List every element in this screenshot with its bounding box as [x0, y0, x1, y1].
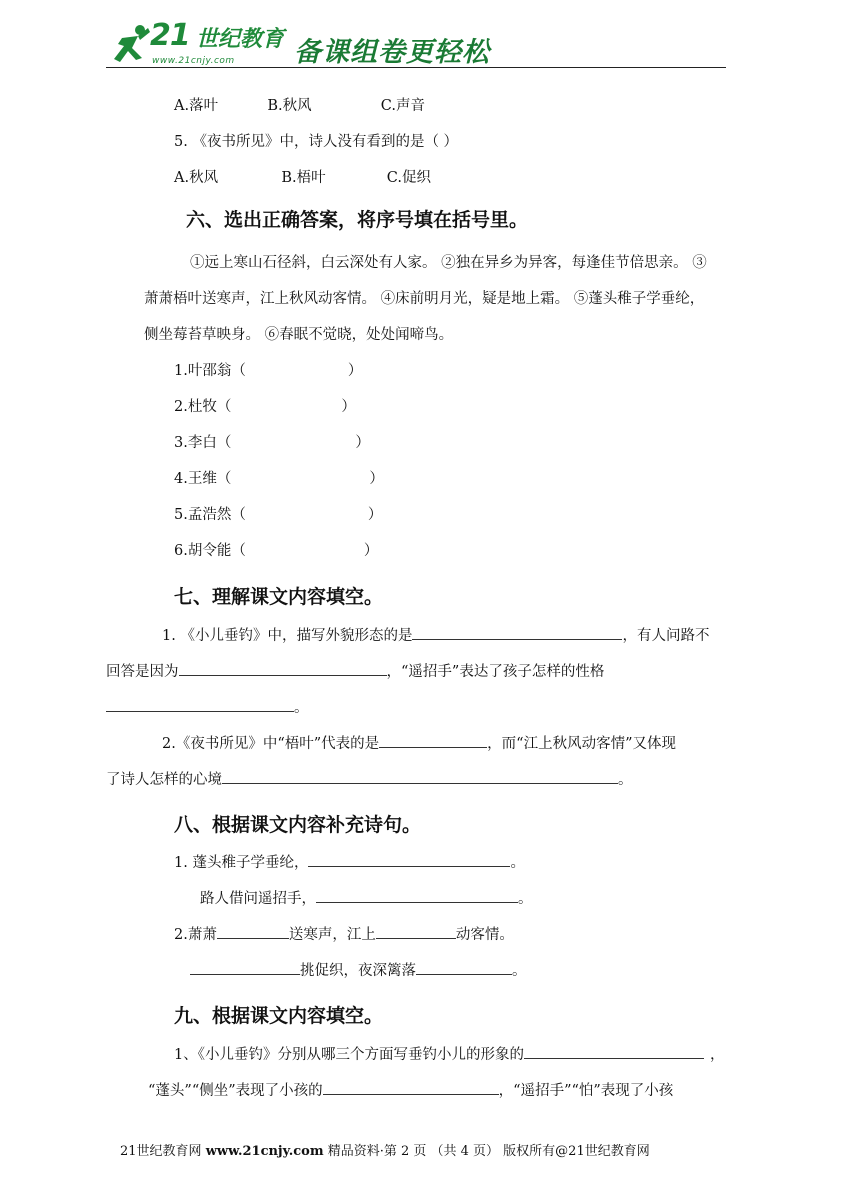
section-6-passage-line: 萧萧梧叶送寒声，江上秋风动客情。 ④床前明月光，疑是地上霜。 ⑤蓬头稚子学垂纶， [144, 291, 705, 307]
section-7-q1-line: 。 [106, 697, 309, 718]
section-6-passage-line: ①远上寒山石径斜，白云深处有人家。 ②独在异乡为异客，每逢佳节倍思亲。 ③ [190, 255, 707, 271]
answer-blank[interactable] [308, 852, 510, 867]
answer-blank[interactable] [179, 661, 387, 676]
section-7-q2-line: 了诗人怎样的心境 。 [106, 769, 633, 790]
section-8-line: 路人借问遥招手， 。 [200, 888, 533, 909]
section-8-title: 八、根据课文内容补充诗句。 [174, 814, 422, 836]
answer-blank[interactable] [323, 1080, 499, 1095]
option: A.落叶 [174, 98, 219, 114]
answer-item: 3.李白（ ） [174, 435, 370, 451]
section-9-line: “蓬头”“侧坐”表现了小孩的 ，“遥招手”“怕”表现了小孩 [148, 1080, 673, 1101]
footer-url[interactable]: www.21cnjy.com [205, 1144, 324, 1159]
logo-number: 21 [150, 18, 190, 53]
q5-options [174, 168, 431, 188]
option: B.秋风 [267, 98, 312, 114]
logo-url: www.21cnjy.com [152, 56, 235, 66]
answer-blank[interactable] [190, 960, 300, 975]
footer-info: 精品资料·第 2 页 （共 4 页） 版权所有@21世纪教育网 [327, 1144, 650, 1159]
q4-options [174, 96, 425, 116]
answer-blank[interactable] [217, 924, 289, 939]
page-footer [120, 1140, 650, 1159]
section-9-title: 九、根据课文内容填空。 [174, 1005, 384, 1027]
answer-blank[interactable] [222, 769, 618, 784]
logo-text: 世纪教育 [196, 27, 285, 52]
section-6-title: 六、选出正确答案，将序号填在括号里。 [186, 209, 529, 231]
section-8-line: 1. 蓬头稚子学垂纶， 。 [174, 852, 525, 873]
answer-item: 1.叶邵翁（ ） [174, 363, 363, 379]
footer-site: 21世纪教育网 [120, 1144, 202, 1159]
section-7-q1-line: 1. 《小儿垂钓》中，描写外貌形态的是 ，有人问路不 [162, 625, 709, 646]
section-7-q2-line: 2.《夜书所见》中“梧叶”代表的是 ，而“江上秋风动客情”又体现 [162, 733, 676, 754]
answer-blank[interactable] [412, 625, 622, 640]
section-8-line: 挑促织，夜深篱落 。 [190, 960, 527, 981]
option: A.秋风 [174, 170, 219, 186]
runner-logo-icon [112, 24, 152, 66]
option: C.声音 [380, 98, 425, 114]
page-header [0, 0, 861, 80]
answer-blank[interactable] [379, 733, 487, 748]
answer-item: 4.王维（ ） [174, 471, 384, 487]
section-6-passage-line: 侧坐莓苔草映身。 ⑥春眠不觉晓，处处闻啼鸟。 [144, 327, 454, 343]
answer-item: 5.孟浩然（ ） [174, 507, 383, 523]
header-slogan: 备课组卷更轻松 [294, 37, 490, 68]
answer-blank[interactable] [106, 697, 294, 712]
option: C.促织 [386, 170, 431, 186]
section-7-title: 七、理解课文内容填空。 [174, 586, 384, 608]
answer-item: 6.胡令能（ ） [174, 543, 379, 559]
option: B.梧叶 [281, 170, 326, 186]
section-9-line: 1、《小儿垂钓》分别从哪三个方面写垂钓小儿的形象的 ， [174, 1044, 724, 1065]
answer-blank[interactable] [376, 924, 456, 939]
answer-blank[interactable] [524, 1044, 704, 1059]
header-divider [106, 67, 726, 68]
section-8-line: 2.萧萧 送寒声，江上 动客情。 [174, 924, 514, 945]
answer-blank[interactable] [416, 960, 512, 975]
answer-blank[interactable] [316, 888, 518, 903]
q5-stem: 5. 《夜书所见》中，诗人没有看到的是（ ） [174, 134, 459, 150]
answer-item: 2.杜牧（ ） [174, 399, 356, 415]
section-7-q1-line: 回答是因为 ，“遥招手”表达了孩子怎样的性格 [106, 661, 604, 682]
